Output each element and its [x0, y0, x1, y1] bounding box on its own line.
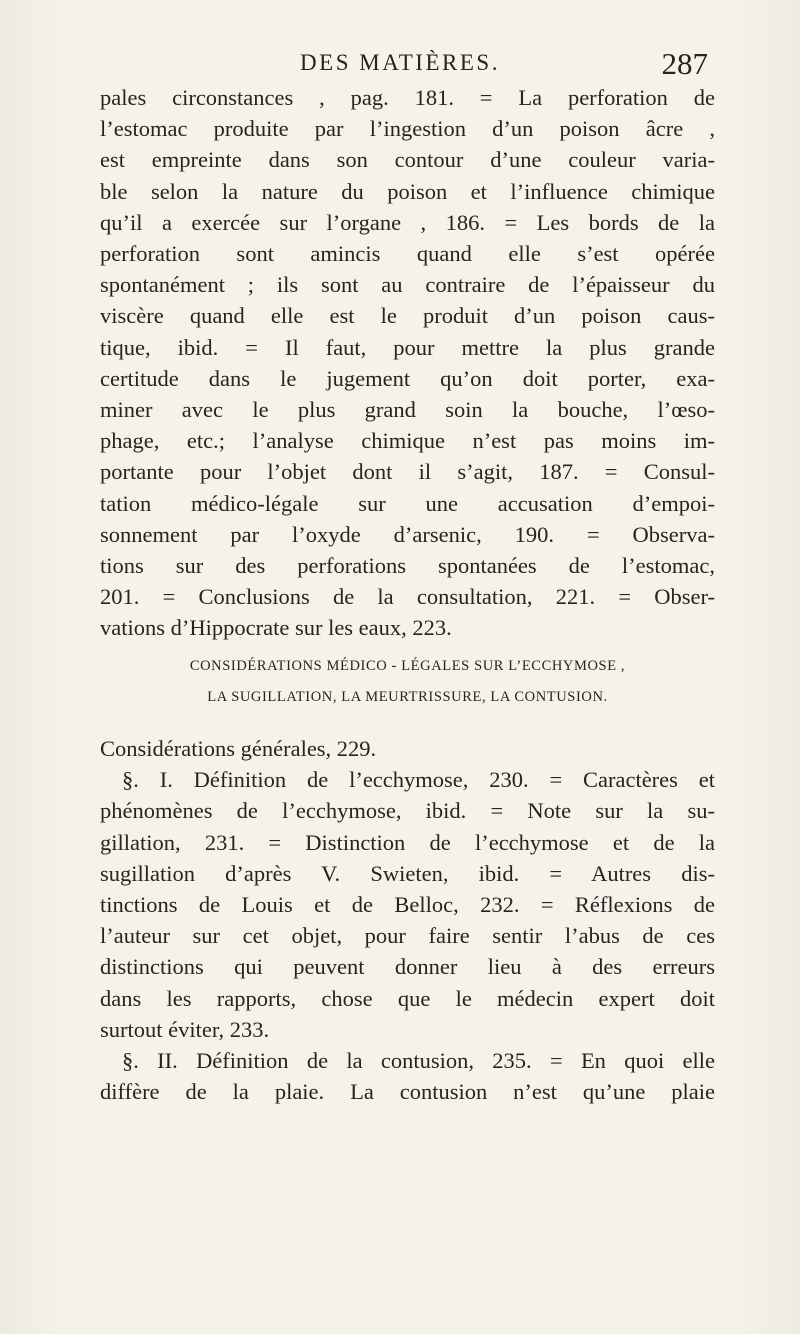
- text-line: pales circonstances , pag. 181. = La perforation de: [100, 85, 715, 110]
- text-line: est empreinte dans son contour d’une couleur varia-: [100, 147, 715, 173]
- text-line: vations d’Hippocrate sur les eaux, 223.: [100, 615, 452, 641]
- text-line: ble selon la nature du poison et l’influence chimique: [100, 178, 715, 204]
- section-heading: [100, 651, 715, 713]
- text-line: §. II. Définition de la contusion, 235. = En quoi elle: [122, 1048, 715, 1074]
- section-body: [100, 733, 715, 1107]
- general-considerations: Considérations générales, 229.: [100, 736, 377, 761]
- text-line: phénomènes de l’ecchymose, ibid. = Note sur la su-: [100, 798, 715, 824]
- text-line: dans les rapports, chose que le médecin expert doit: [100, 985, 715, 1011]
- text-line: portante pour l’objet dont il s’agit, 187. = Consul-: [100, 459, 715, 485]
- text-line: qu’il a exercée sur l’organe , 186. = Les bords de la: [100, 209, 715, 235]
- text-line: surtout éviter, 233.: [100, 1016, 270, 1042]
- text-line: diffère de la plaie. La contusion n’est qu’une plaie: [100, 1079, 715, 1105]
- text-line: tinctions de Louis et de Belloc, 232. = Réflexions de: [100, 892, 715, 918]
- text-line: gillation, 231. = Distinction de l’ecchymose et de la: [100, 829, 715, 855]
- text-line: viscère quand elle est le produit d’un poison caus-: [100, 303, 715, 329]
- section-heading-line: LA SUGILLATION, LA MEURTRISSURE, LA CONTUSION.: [207, 689, 608, 705]
- text-line: miner avec le plus grand soin la bouche, l’œso-: [100, 397, 715, 423]
- text-line: §. I. Définition de l’ecchymose, 230. = Caractères et: [122, 767, 715, 793]
- text-line: tation médico-légale sur une accusation d’empoi-: [100, 490, 715, 516]
- text-line: tions sur des perforations spontanées de l’estomac,: [100, 553, 715, 579]
- page-number: 287: [661, 46, 708, 81]
- running-title: DES MATIÈRES.: [300, 50, 500, 75]
- text-line: certitude dans le jugement qu’on doit porter, exa-: [100, 365, 715, 391]
- text-line: l’auteur sur cet objet, pour faire sentir l’abus de ces: [100, 923, 715, 949]
- text-line: perforation sont amincis quand elle s’est opérée: [100, 241, 715, 267]
- text-line: 201. = Conclusions de la consultation, 221. = Obser-: [100, 584, 715, 610]
- text-line: spontanément ; ils sont au contraire de l’épaisseur du: [100, 272, 715, 298]
- text-line: l’estomac produite par l’ingestion d’un poison âcre ,: [100, 116, 715, 142]
- running-head: [0, 46, 800, 86]
- section-heading-line: CONSIDÉRATIONS MÉDICO - LÉGALES SUR L’ECCHYMOSE ,: [189, 658, 626, 674]
- text-line: tique, ibid. = Il faut, pour mettre la plus grande: [100, 334, 715, 360]
- text-line: distinctions qui peuvent donner lieu à des erreurs: [100, 954, 715, 980]
- text-line: sonnement par l’oxyde d’arsenic, 190. = Observa-: [100, 521, 715, 547]
- text-line: sugillation d’après V. Swieten, ibid. = Autres dis-: [100, 860, 715, 886]
- text-line: phage, etc.; l’analyse chimique n’est pas moins im-: [100, 428, 715, 454]
- paragraph-perforation: [100, 82, 715, 644]
